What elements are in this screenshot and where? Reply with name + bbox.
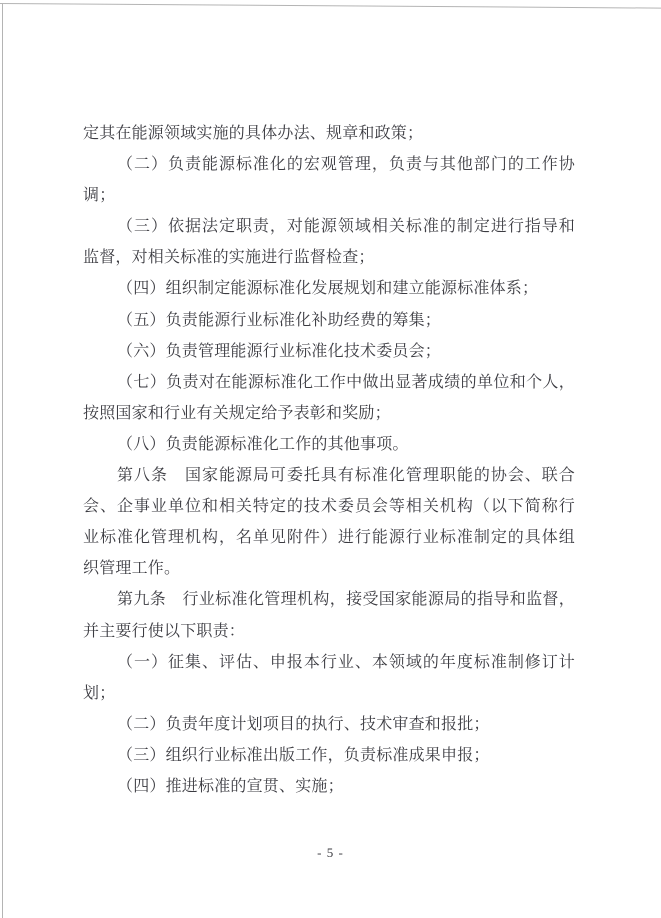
page-left-edge-line (2, 3, 3, 918)
text-line: （二）负责年度计划项目的执行、技术审查和报批； (117, 715, 490, 733)
text-line: （二）负责能源标准化的宏观管理，负责与其他部门的工作协 (117, 156, 575, 174)
text-line: （八）负责能源标准化工作的其他事项。 (117, 435, 409, 453)
document-body (83, 118, 575, 802)
text-line: 第九条 行业标准化管理机构，接受国家能源局的指导和监督， (117, 591, 575, 609)
text-line: 会、企事业单位和相关特定的技术委员会等相关机构（以下简称行 (83, 498, 575, 516)
text-line: 按照国家和行业有关规定给予表彰和奖励； (83, 404, 391, 422)
text-line: 划； (83, 684, 116, 702)
text-line: （五）负责能源行业标准化补助经费的筹集； (117, 311, 442, 329)
text-line: （一）征集、评估、申报本行业、本领域的年度标准制修订计 (117, 653, 575, 671)
text-line: 监督，对相关标准的实施进行监督检查； (83, 249, 375, 267)
text-line: （六）负责管理能源行业标准化技术委员会； (117, 342, 442, 360)
text-line: 业标准化管理机构，名单见附件）进行能源行业标准制定的具体组 (83, 529, 575, 547)
text-line: （七）负责对在能源标准化工作中做出显著成绩的单位和个人， (117, 373, 575, 391)
text-line: 第八条 国家能源局可委托具有标准化管理职能的协会、联合 (117, 467, 575, 485)
text-line: （三）组织行业标准出版工作，负责标准成果申报； (117, 746, 490, 764)
text-line: （三）依据法定职责，对能源领域相关标准的制定进行指导和 (117, 218, 575, 236)
page-number: - 5 - (317, 845, 344, 860)
text-line: 并主要行使以下职责： (83, 622, 246, 640)
text-line: 定其在能源领域实施的具体办法、规章和政策； (83, 125, 424, 142)
page-top-edge-line (0, 3, 661, 9)
text-line: （四）组织制定能源标准化发展规划和建立能源标准体系； (117, 280, 539, 298)
text-line: 调； (83, 187, 116, 205)
text-line: 织管理工作。 (83, 560, 181, 578)
text-line: （四）推进标准的宣贯、实施； (117, 777, 344, 795)
